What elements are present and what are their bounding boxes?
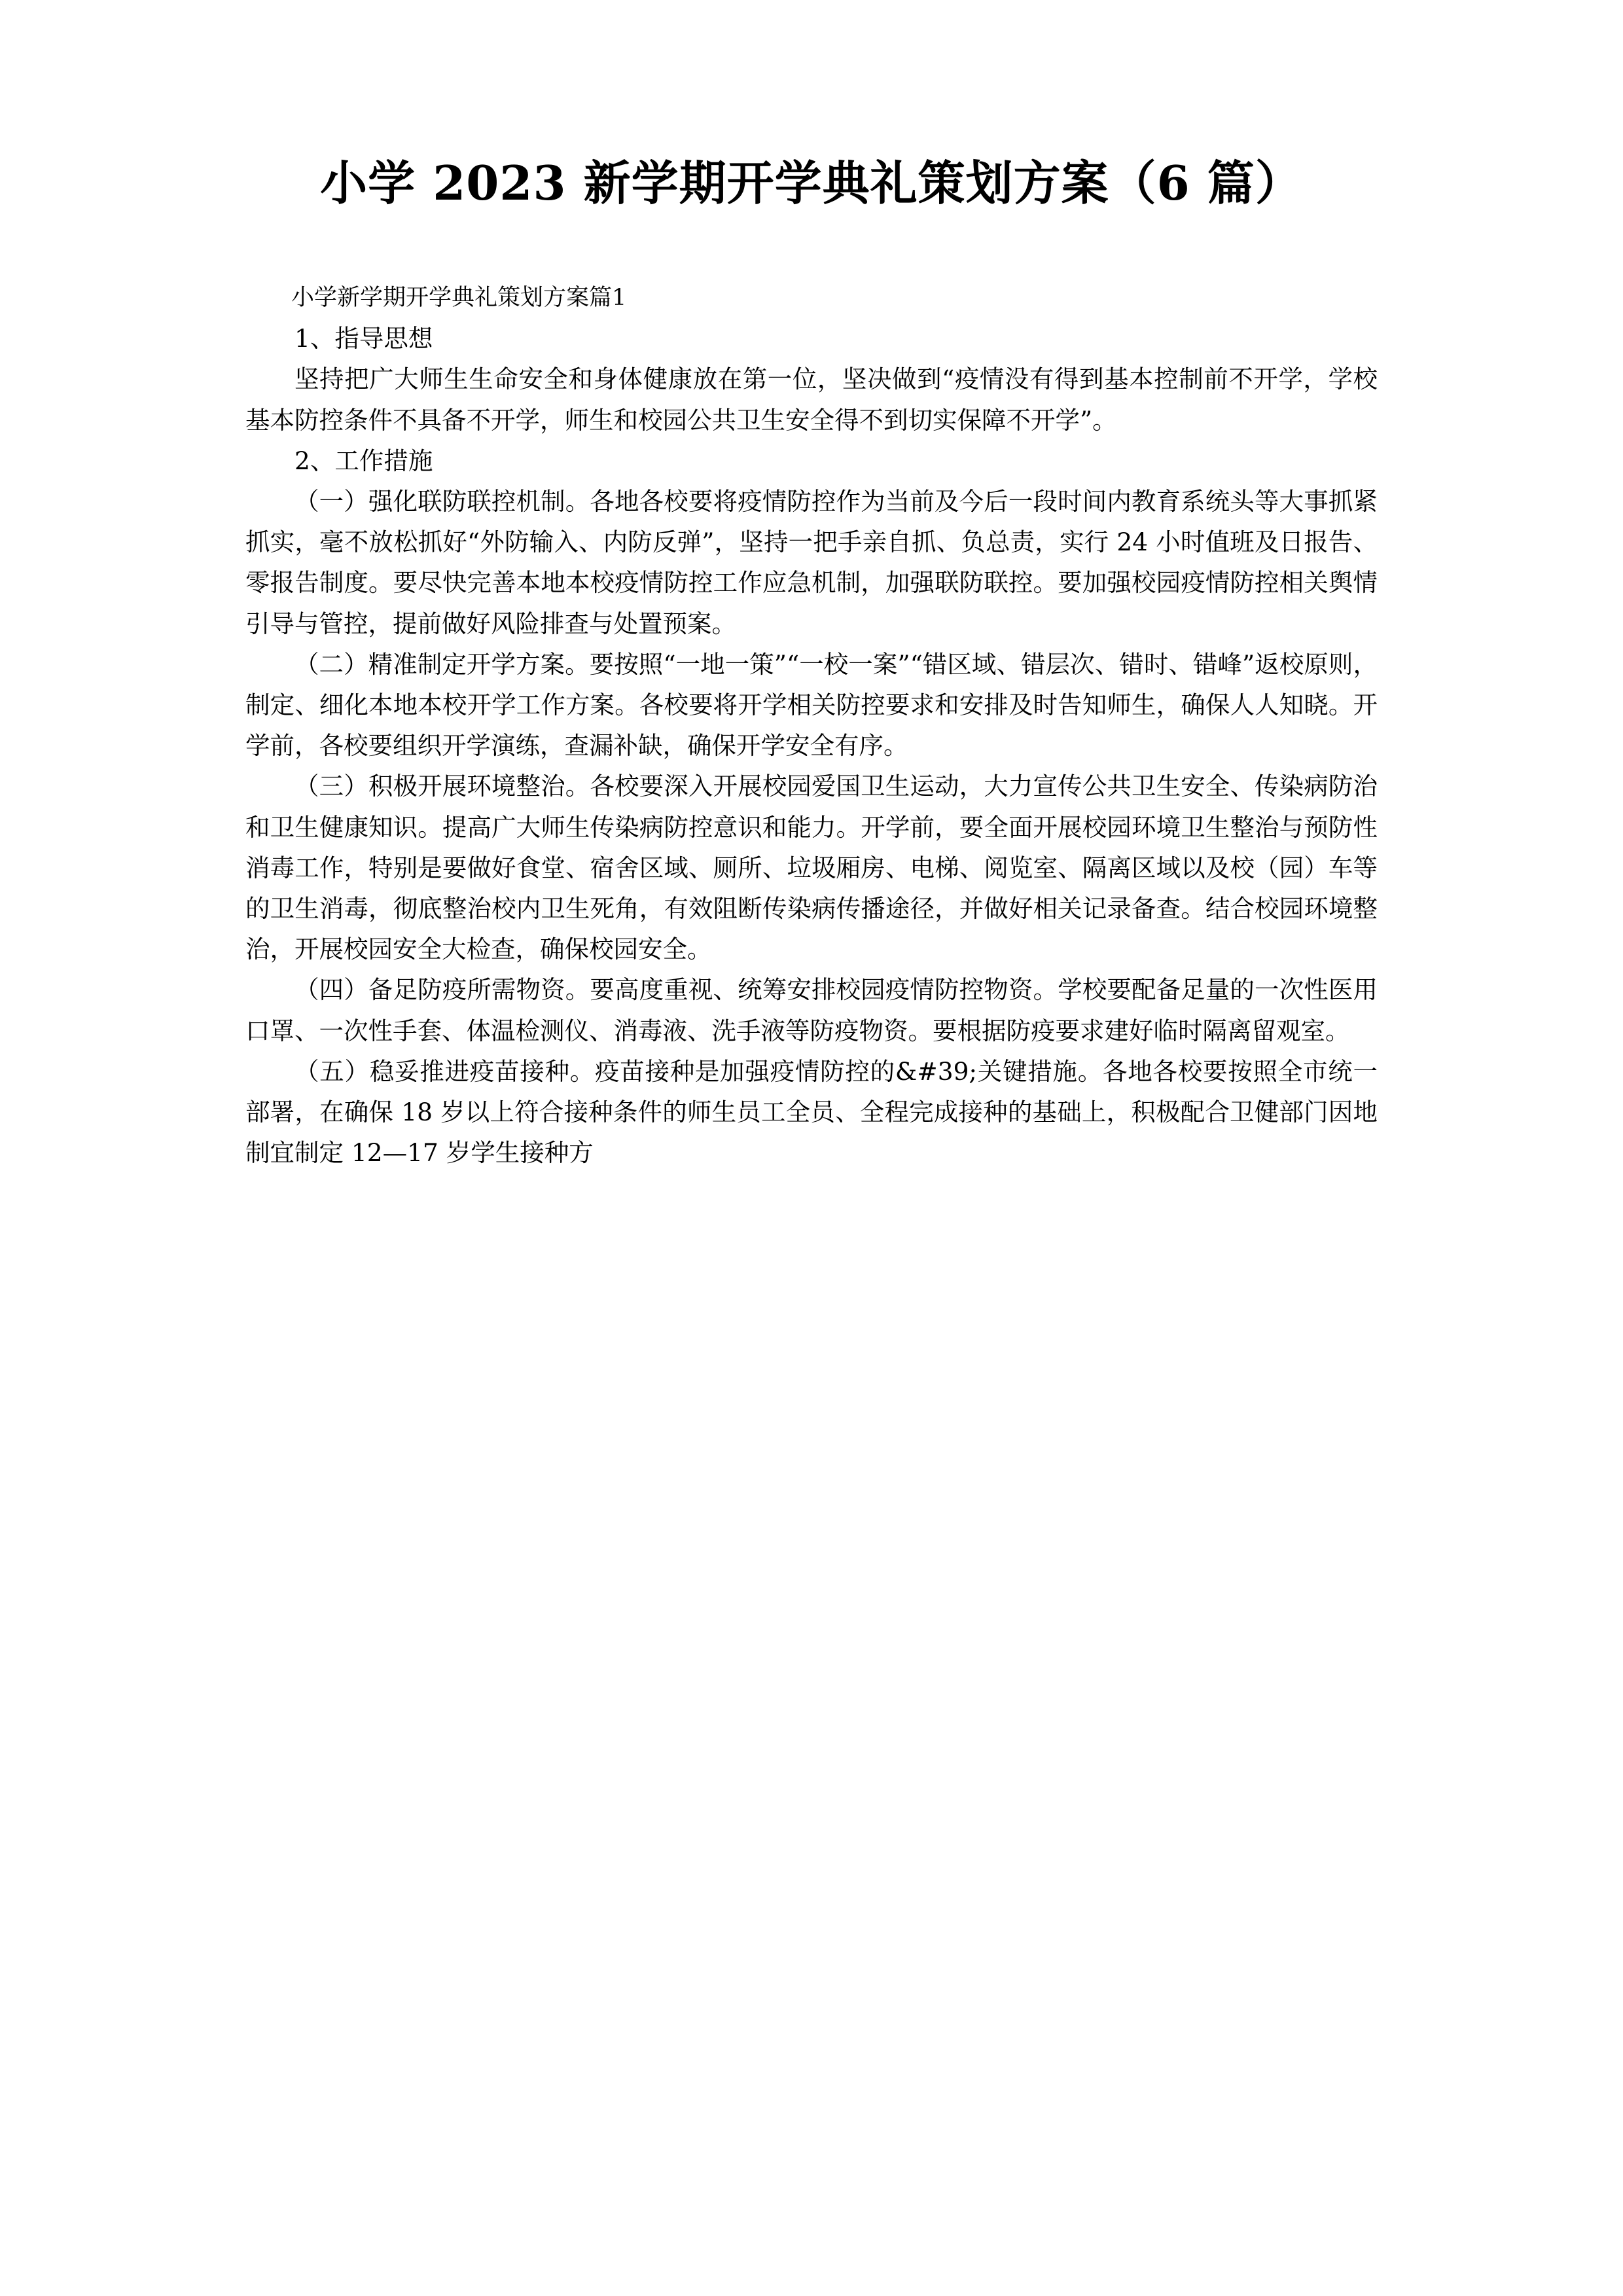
paragraph-measure-3: （三）积极开展环境整治。各校要深入开展校园爱国卫生运动，大力宣传公共卫生安全、传染病防治和卫生健康知识。提高广大师生传染病防控意识和能力。开学前，要全面开展校园环境卫生整治与预防性消毒工作，特别是要做好食堂、宿舍区域、厕所、垃圾厢房、电梯、阅览室、隔离区域以及校（园）车等的卫生消毒，彻底整治校内卫生死角，有效阻断传染病传播途径，并做好相关记录备查。结合校园环境整治，开展校园安全大检查，确保校园安全。 (245, 772, 1378, 964)
paragraph-measure-1: （一）强化联防联控机制。各地各校要将疫情防控作为当前及今后一段时间内教育系统头等大事抓紧抓实，毫不放松抓好“外防输入、内防反弹”，坚持一把手亲自抓、负总责，实行 24 小时值班及日报告、零报告制度。要尽快完善本地本校疫情防控工作应急机制，加强联防联控。要加强校园疫情防控相关舆情引导与管控，提前做好风险排查与处置预案。 (245, 487, 1378, 638)
paragraph-heading-1: 1、指导思想 (294, 324, 433, 353)
paragraph-measure-2: （二）精准制定开学方案。要按照“一地一策”“一校一案”“错区域、错层次、错时、错峰”返校原则，制定、细化本地本校开学工作方案。各校要将开学相关防控要求和安排及时告知师生，确保人人知晓。开学前，各校要组织开学演练，查漏补缺，确保开学安全有序。 (245, 649, 1378, 761)
paragraph-measure-5: （五）稳妥推进疫苗接种。疫苗接种是加强疫情防控的&#39;关键措施。各地各校要按照全市统一部署，在确保 18 岁以上符合接种条件的师生员工全员、全程完成接种的基础上，积极配合卫健部门因地制宜制定 12—17 岁学生接种方 (245, 1056, 1378, 1168)
page-title: 小学 2023 新学期开学典礼策划方案（6 篇） (320, 155, 1303, 211)
paragraph-lead-in: 小学新学期开学典礼策划方案篇1 (291, 285, 627, 311)
paragraph-heading-2: 2、工作措施 (294, 446, 433, 475)
document-body (245, 215, 1378, 1173)
paragraph-guiding-thought-body: 坚持把广大师生生命安全和身体健康放在第一位，坚决做到“疫情没有得到基本控制前不开学，学校基本防控条件不具备不开学，师生和校园公共卫生安全得不到切实保障不开学”。 (245, 365, 1378, 435)
document-text-column (245, 0, 1378, 1173)
paragraph-measure-4: （四）备足防疫所需物资。要高度重视、统筹安排校园疫情防控物资。学校要配备足量的一次性医用口罩、一次性手套、体温检测仪、消毒液、洗手液等防疫物资。要根据防疫要求建好临时隔离留观室。 (245, 975, 1378, 1045)
